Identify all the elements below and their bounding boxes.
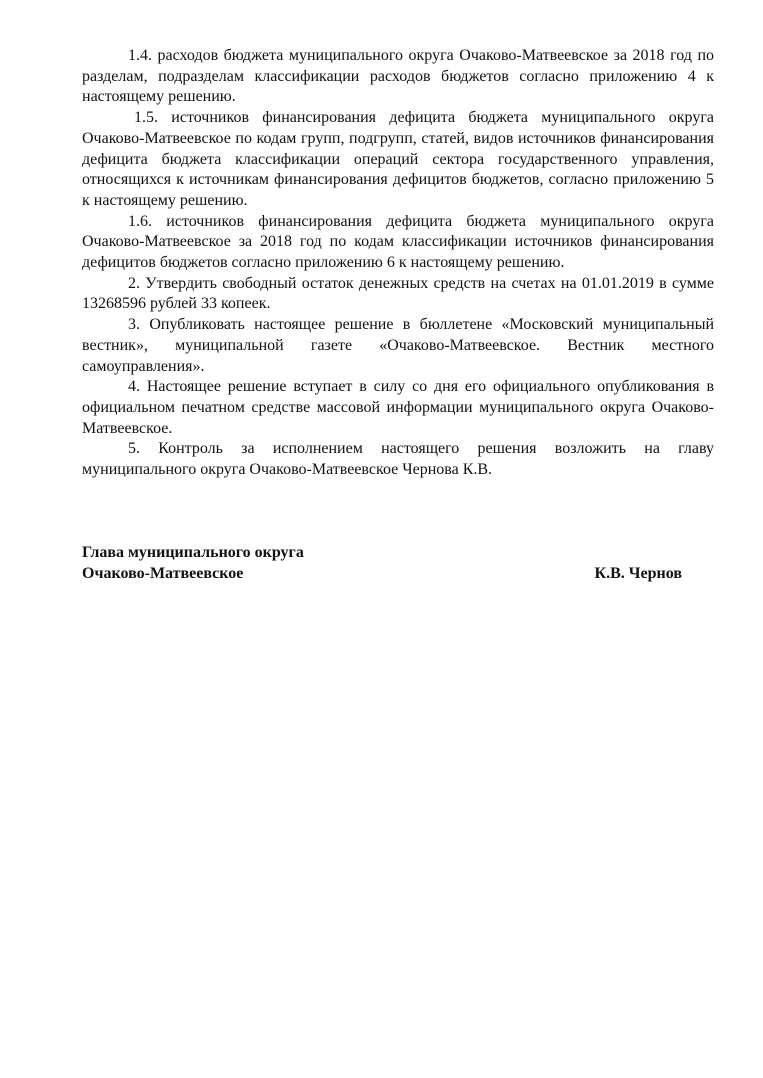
paragraph-3: 3. Опубликовать настоящее решение в бюллетене «Московский муниципальный вестник», муниципальной газете «Очаково-Матвеевское. Вестник местного самоуправления». [82,316,714,375]
signature-title-line-1: Глава муниципального округа [82,544,304,561]
signature-title-line-2: Очаково-Матвеевское [82,564,244,582]
paragraph-5: 5. Контроль за исполнением настоящего решения возложить на главу муниципального округа Очаково-Матвеевское Чернова К.В. [82,440,714,479]
document-body [82,46,714,481]
paragraph-1-5: 1.5. источников финансирования дефицита бюджета муниципального округа Очаково-Матвеевское по кодам групп, подгрупп, статей, видов источников финансирования дефицита бюджета классификации операций сектора государственного управления, относящихся к источникам финансирования дефицитов бюджетов, согласно приложению 5 к настоящему решению. [82,109,714,209]
signature-name: К.В. Чернов [594,564,682,582]
paragraph-1-4: 1.4. расходов бюджета муниципального округа Очаково-Матвеевское за 2018 год по разделам, подразделам классификации расходов бюджетов согласно приложению 4 к настоящему решению. [82,47,714,106]
signature-block [82,543,682,584]
paragraph-2: 2. Утвердить свободный остаток денежных средств на счетах на 01.01.2019 в сумме 13268596 рублей 33 копеек. [82,274,714,313]
paragraph-1-6: 1.6. источников финансирования дефицита бюджета муниципального округа Очаково-Матвеевское за 2018 год по кодам классификации источников финансирования дефицитов бюджетов согласно приложению 6 к настоящему решению. [82,212,714,272]
paragraph-4: 4. Настоящее решение вступает в силу со дня его официального опубликования в официальном печатном средстве массовой информации муниципального округа Очаково-Матвеевское. [82,378,714,437]
signature-row [82,564,682,585]
